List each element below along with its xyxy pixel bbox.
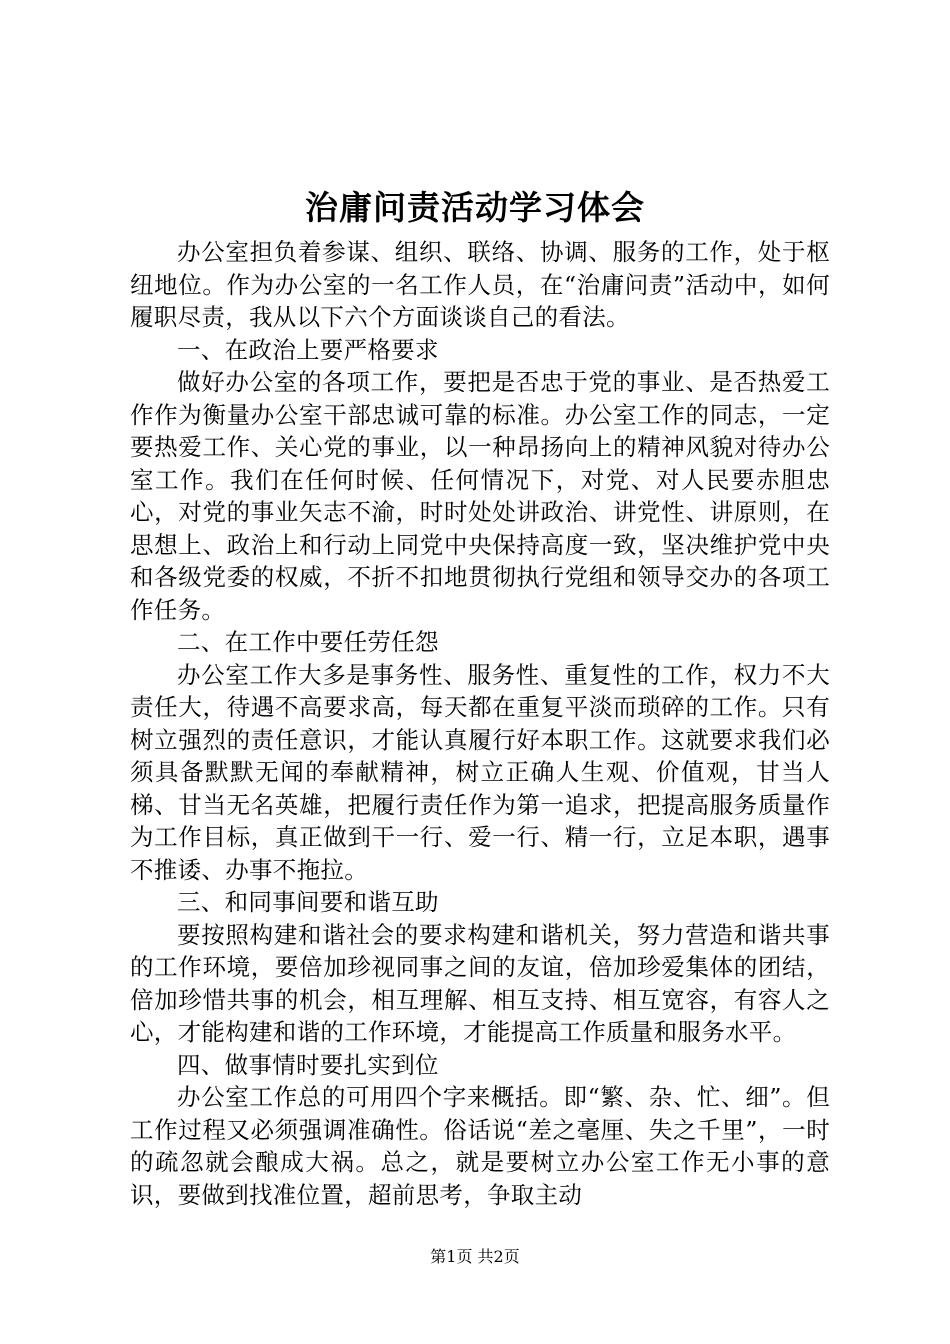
document-body	[130, 236, 830, 1211]
section-heading-1: 一、在政治上要严格要求	[177, 335, 439, 364]
section-paragraph-4: 办公室工作总的可用四个字来概括。即“繁、杂、忙、细”。但工作过程又必须强调准确性。俗话说“差之毫厘、失之千里”，一时的疏忽就会酿成大祸。总之，就是要树立办公室工作无小事的意识，要做到找准位置，超前思考，争取主动	[130, 1083, 830, 1209]
document-title: 治庸问责活动学习体会	[305, 188, 645, 227]
section-paragraph-3: 要按照构建和谐社会的要求构建和谐机关，努力营造和谐共事的工作环境，要倍加珍视同事之间的友谊，倍加珍爱集体的团结，倍加珍惜共事的机会，相互理解、相互支持、相互宽容，有容人之心，才能构建和谐的工作环境，才能提高工作质量和服务水平。	[130, 920, 830, 1046]
page-footer: 第1页 共2页	[430, 1247, 520, 1266]
section-heading-4: 四、做事情时要扎实到位	[177, 1050, 439, 1079]
section-heading-2: 二、在工作中要任劳任怨	[177, 628, 439, 656]
section-paragraph-2: 办公室工作大多是事务性、服务性、重复性的工作，权力不大责任大，待遇不高要求高，每天都在重复平淡而琐碎的工作。只有树立强烈的责任意识，才能认真履行好本职工作。这就要求我们必须具备默默无闻的奉献精神，树立正确人生观、价值观，甘当人梯、甘当无名英雄，把履行责任作为第一追求，把提高服务质量作为工作目标，真正做到干一行、爱一行、精一行，立足本职，遇事不推诿、办事不拖拉。	[130, 660, 830, 884]
intro-paragraph: 办公室担负着参谋、组织、联络、协调、服务的工作，处于枢纽地位。作为办公室的一名工作人员，在“治庸问责”活动中，如何履职尽责，我从以下六个方面谈谈自己的看法。	[130, 238, 830, 331]
section-heading-3: 三、和同事间要和谐互助	[177, 888, 439, 916]
section-paragraph-1: 做好办公室的各项工作，要把是否忠于党的事业、是否热爱工作作为衡量办公室干部忠诚可靠的标准。办公室工作的同志，一定要热爱工作、关心党的事业，以一种昂扬向上的精神风貌对待办公室工作。我们在任何时候、任何情况下，对党、对人民要赤胆忠心，对党的事业矢志不渝，时时处处讲政治、讲党性、讲原则，在思想上、政治上和行动上同党中央保持高度一致，坚决维护党中央和各级党委的权威，不折不扣地贯彻执行党组和领导交办的各项工作任务。	[130, 368, 830, 624]
